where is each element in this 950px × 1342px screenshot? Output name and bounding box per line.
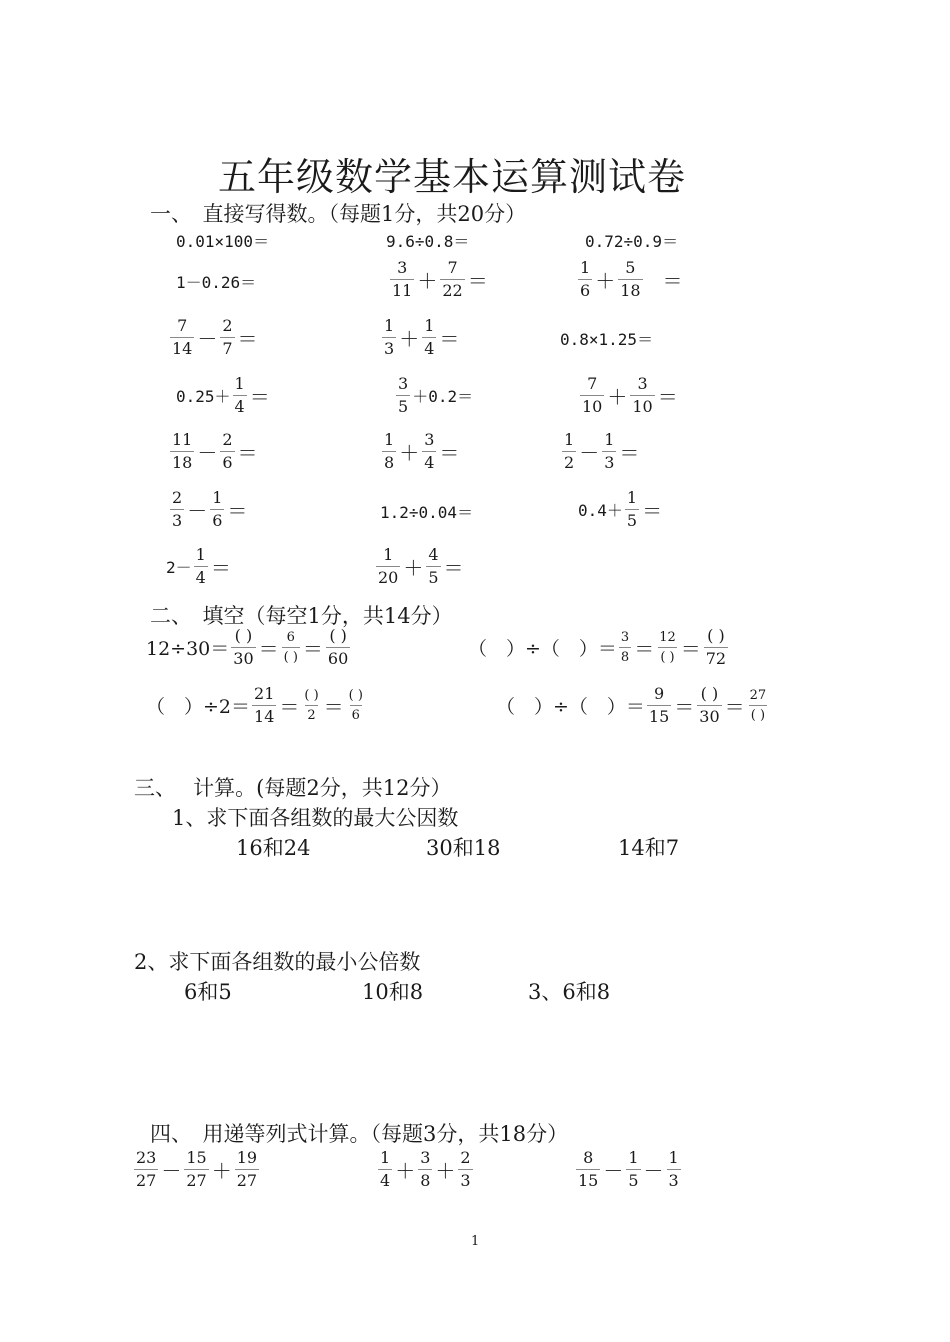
problem-1-1: 0.01×100＝ [176, 232, 270, 251]
fraction: $\frac{6}{( )}$ [283, 630, 298, 665]
fraction: $\frac{1}{4}$ [234, 374, 245, 416]
fraction: $\frac{15}{27}$ [186, 1148, 207, 1190]
fraction: $\frac{1}{3}$ [604, 430, 615, 472]
expression-1: $\frac{23}{27}$ － $\frac{15}{27}$ ＋ $\frac{19}{27}$ [136, 1148, 258, 1190]
fraction: $\frac{3}{4}$ [424, 430, 435, 472]
fraction: $\frac{1}{5}$ [626, 488, 638, 530]
gcd-pair-2: 30和18 [426, 836, 501, 860]
expression-3: $\frac{8}{15}$ － $\frac{1}{5}$ － $\frac{1}{3}$ [578, 1148, 679, 1190]
fraction: $\frac{9}{15}$ [648, 684, 670, 726]
lcm-pair-2: 10和8 [362, 980, 424, 1004]
fraction: $\frac{1}{4}$ [424, 316, 435, 358]
fraction: $\frac{1}{3}$ [668, 1148, 679, 1190]
fraction: $\frac{3}{8}$ [620, 630, 630, 665]
lcm-subheading: 2、求下面各组数的最小公倍数 [134, 950, 421, 974]
expression-2: $\frac{1}{4}$ ＋ $\frac{3}{8}$ ＋ $\frac{2}{3}$ [380, 1148, 471, 1190]
fraction: $\frac{1}{4}$ [195, 545, 206, 587]
fraction: $\frac{5}{18}$ [620, 258, 641, 300]
problem-2-3: $\frac{1}{6}$ ＋ $\frac{5}{18}$ ＝ [580, 258, 683, 300]
fill-question-3: （ ）÷2＝ $\frac{21}{14}$ ＝ $\frac{( )}{2}$ ＝ $\frac{( )}{6}$ [146, 684, 363, 726]
problem-7-2: $\frac{1}{20}$ ＋ $\frac{4}{5}$ ＝ [378, 545, 464, 587]
lcm-pair-1: 6和5 [184, 980, 232, 1004]
fraction: $\frac{21}{14}$ [254, 684, 275, 726]
fraction: $\frac{3}{11}$ [392, 258, 413, 300]
problem-4-2: $\frac{3}{5}$ ＋0.2＝ [398, 374, 474, 416]
problem-3-2: $\frac{1}{3}$ ＋ $\frac{1}{4}$ ＝ [384, 316, 460, 358]
section-4-heading: 四、 用递等列式计算。（每题3分，共18分） [150, 1122, 569, 1146]
fraction: $\frac{27}{( )}$ [749, 688, 767, 723]
fraction: $\frac{( )}{30}$ [233, 626, 254, 668]
problem-7-1: 2－ $\frac{1}{4}$ ＝ [166, 545, 231, 587]
problem-4-1: 0.25＋ $\frac{1}{4}$ ＝ [176, 374, 270, 416]
fraction: $\frac{12}{( )}$ [659, 630, 676, 665]
problem-6-2: 1.2÷0.04＝ [380, 503, 474, 522]
fill-question-2: （ ）÷（ ）＝ $\frac{3}{8}$ ＝ $\frac{12}{( )}$ ＝ $\frac{( )}{72}$ [468, 626, 727, 668]
fraction: $\frac{7}{22}$ [442, 258, 463, 300]
fraction: $\frac{( )}{2}$ [304, 688, 319, 723]
fraction: $\frac{( )}{30}$ [699, 684, 720, 726]
page-number: 1 [471, 1234, 480, 1249]
problem-5-2: $\frac{1}{8}$ ＋ $\frac{3}{4}$ ＝ [384, 430, 460, 472]
lcm-pair-3: 3、6和8 [528, 980, 611, 1004]
section-2-heading: 二、 填空（每空1分，共14分） [150, 604, 453, 628]
fraction: $\frac{1}{4}$ [380, 1148, 391, 1190]
problem-3-1: $\frac{7}{14}$ － $\frac{2}{7}$ ＝ [172, 316, 258, 358]
fraction: $\frac{8}{15}$ [578, 1148, 599, 1190]
problem-1-2: 9.6÷0.8＝ [386, 232, 470, 251]
problem-2-2: $\frac{3}{11}$ ＋ $\frac{7}{22}$ ＝ [392, 258, 488, 300]
problem-6-3: 0.4＋ $\frac{1}{5}$ ＝ [578, 488, 663, 530]
fill-question-4: （ ）÷（ ）＝ $\frac{9}{15}$ ＝ $\frac{( )}{30}$ ＝ $\frac{27}{( )}$ [496, 684, 767, 726]
section-1-heading: 一、 直接写得数。（每题1分，共20分） [150, 202, 527, 226]
fraction: $\frac{3}{10}$ [632, 374, 653, 416]
fraction: $\frac{19}{27}$ [236, 1148, 258, 1190]
fraction: $\frac{1}{8}$ [384, 430, 395, 472]
problem-5-3: $\frac{1}{2}$ － $\frac{1}{3}$ ＝ [564, 430, 640, 472]
problem-4-3: $\frac{7}{10}$ ＋ $\frac{3}{10}$ ＝ [582, 374, 678, 416]
gcd-pair-3: 14和7 [618, 836, 680, 860]
problem-1-3: 0.72÷0.9＝ [585, 232, 679, 251]
fraction: $\frac{2}{7}$ [222, 316, 233, 358]
fraction: $\frac{2}{6}$ [222, 430, 233, 472]
fraction: $\frac{1}{20}$ [378, 545, 399, 587]
fraction: $\frac{11}{18}$ [172, 430, 193, 472]
fraction: $\frac{3}{5}$ [398, 374, 409, 416]
fraction: $\frac{2}{3}$ [460, 1148, 471, 1190]
fraction: $\frac{1}{5}$ [628, 1148, 639, 1190]
problem-5-1: $\frac{11}{18}$ － $\frac{2}{6}$ ＝ [172, 430, 258, 472]
gcd-subheading: 1、求下面各组数的最大公因数 [172, 806, 459, 830]
fraction: $\frac{7}{14}$ [172, 316, 193, 358]
section-3-heading: 三、 计算。(每题2分，共12分） [134, 776, 452, 800]
fraction: $\frac{23}{27}$ [136, 1148, 157, 1190]
fraction: $\frac{4}{5}$ [428, 545, 439, 587]
page-title: 五年级数学基本运算测试卷 [218, 155, 687, 199]
problem-2-1: 1－0.26＝ [176, 273, 257, 292]
fraction: $\frac{( )}{72}$ [705, 626, 727, 668]
fraction: $\frac{1}{3}$ [384, 316, 395, 358]
fraction: $\frac{1}{6}$ [212, 488, 223, 530]
gcd-pair-1: 16和24 [236, 836, 311, 860]
fraction: $\frac{2}{3}$ [172, 488, 183, 530]
problem-3-3: 0.8×1.25＝ [560, 330, 654, 349]
fraction: $\frac{( )}{60}$ [327, 626, 349, 668]
problem-6-1: $\frac{2}{3}$ － $\frac{1}{6}$ ＝ [172, 488, 248, 530]
fill-question-1: 12÷30＝ $\frac{( )}{30}$ ＝ $\frac{6}{( )}$ ＝ $\frac{( )}{60}$ [146, 626, 349, 668]
fraction: $\frac{7}{10}$ [582, 374, 603, 416]
fraction: $\frac{3}{8}$ [420, 1148, 431, 1190]
fraction: $\frac{1}{2}$ [564, 430, 575, 472]
fraction: $\frac{( )}{6}$ [348, 688, 363, 723]
fraction: $\frac{1}{6}$ [580, 258, 591, 300]
